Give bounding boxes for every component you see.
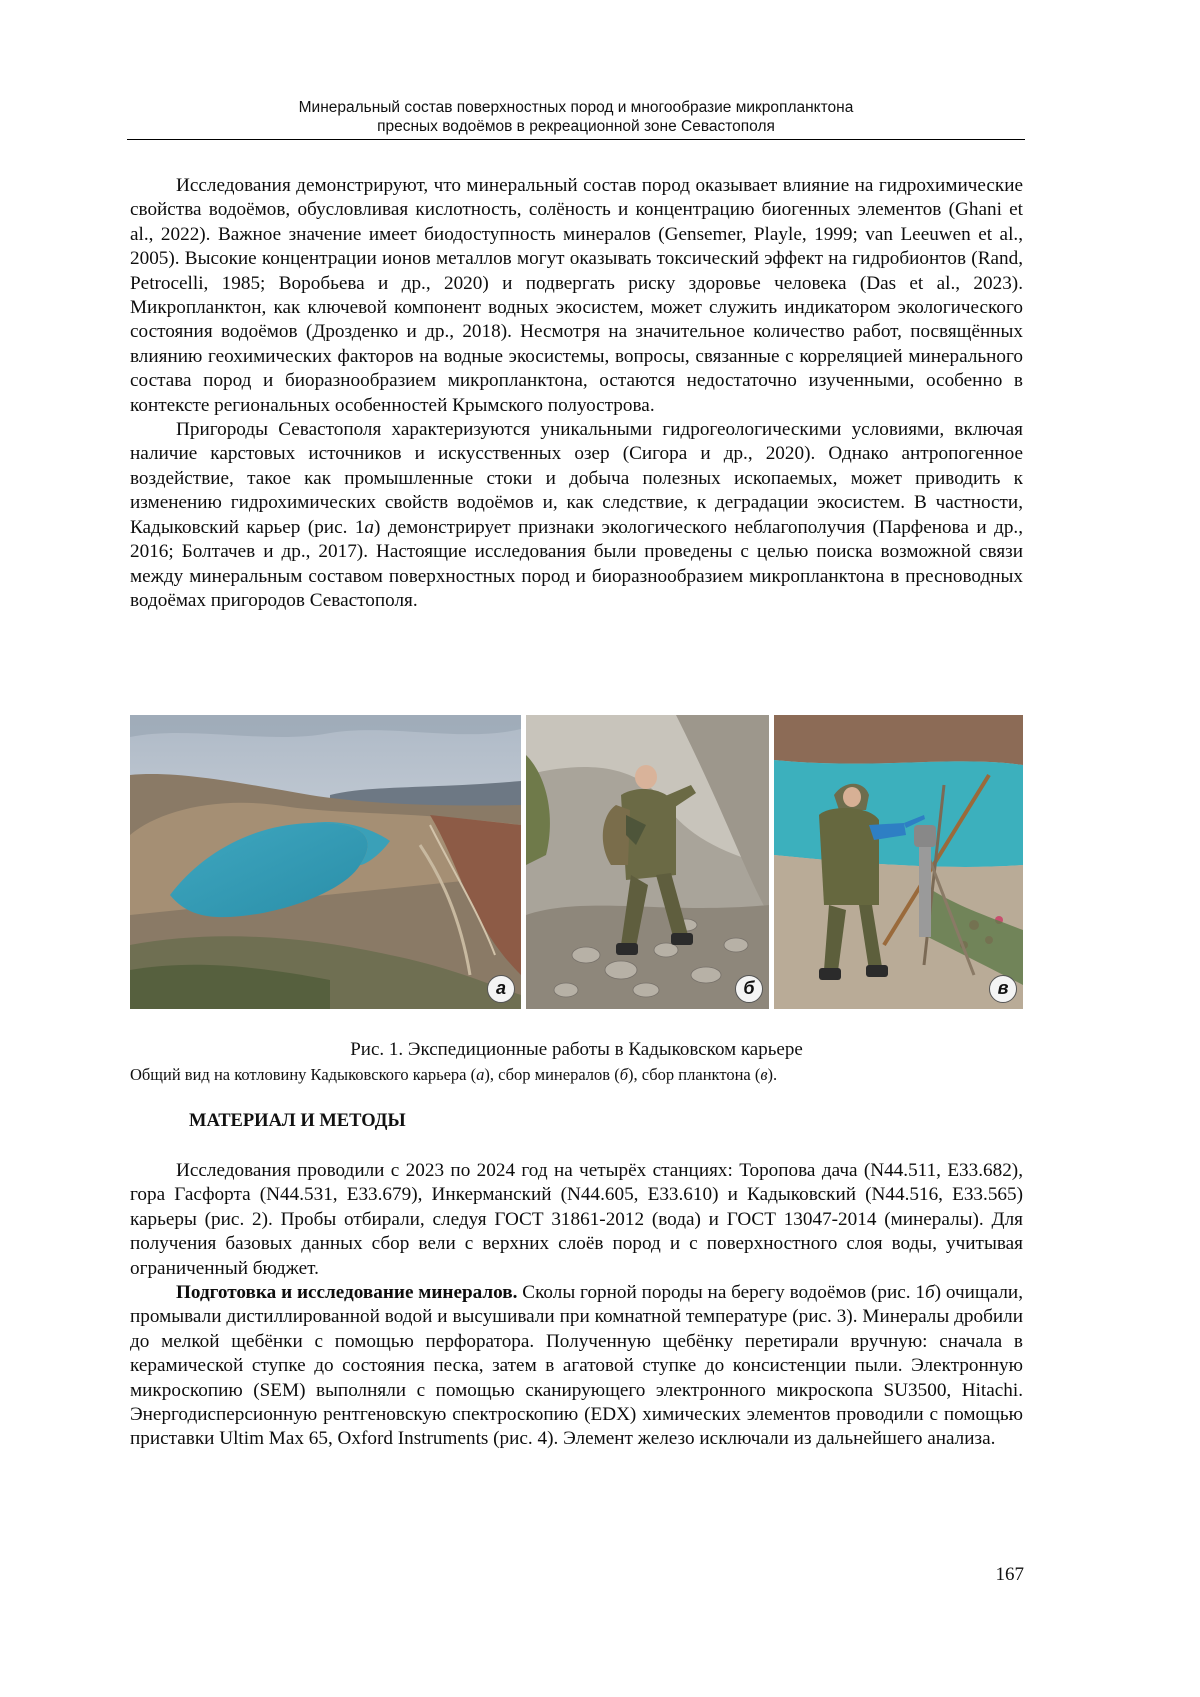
methods-paragraph-2 <box>130 1281 1023 1452</box>
caption-text-1: Общий вид на котловину Кадыковского карьера ( <box>130 1065 477 1084</box>
methods-paragraph-2-text-a: Сколы горной породы на берегу водоёмов (рис. 1 <box>517 1282 926 1304</box>
intro-paragraph-2 <box>130 418 1023 613</box>
panel-label-c: в <box>989 975 1017 1003</box>
section-heading-methods: МАТЕРИАЛ И МЕТОДЫ <box>189 1111 406 1131</box>
methods-subheading-minerals: Подготовка и исследование минералов. <box>176 1282 518 1304</box>
caption-text-2: ), сбор минералов ( <box>484 1065 620 1084</box>
running-header-line-1: Минеральный состав поверхностных пород и многообразие микропланктона <box>298 99 854 116</box>
running-header-line-2: пресных водоёмов в рекреационной зоне Севастополя <box>377 118 775 135</box>
methods-paragraph-2-text-b: ) очищали, промывали дистиллированной водой и высушивали при комнатной температуре (рис. 3). Минералы дробили до мелкой щебёнки с помощью перфоратора. Полученную щебёнку перетирали вручную: сначала в керамической ступке до состояния песка, затем в агатовой ступке до консистенции пыли. Электронную микроскопию (SEM) выполняли с помощью сканирующего электронного микроскопа SU3500, Hitachi. Энергодисперсионную рентгеновскую спектроскопию (EDX) химических элементов проводили с помощью приставки Ultim Max 65, Oxford Instruments (рис. 4). Элемент железо исключали из дальнейшего анализа. <box>130 1282 1023 1450</box>
plankton-net-sampler-illustration <box>774 715 1023 1009</box>
header-rule <box>127 139 1025 140</box>
quarry-landscape-illustration <box>130 715 521 1009</box>
intro-paragraph-2-text-a: Пригороды Севастополя характеризуются уникальными гидрогеологическими условиями, включая наличие карстовых источников и искусственных озер (Сигора и др., 2020). Однако антропогенное воздействие, такое как промышленные стоки и добыча полезных ископаемых, может приводить к изменению гидрохимических свойств водоёмов и, как следствие, к деградации экосистем. В частности, Кадыковский карьер (рис. 1 <box>130 419 1023 538</box>
caption-letter-c: в <box>760 1065 768 1084</box>
photo-quarry-overview <box>130 715 521 1009</box>
photo-mineral-collection <box>526 715 769 1009</box>
figure-1 <box>130 715 1023 1009</box>
caption-letter-b: б <box>619 1065 629 1084</box>
caption-text-3: ), сбор планктона ( <box>628 1065 761 1084</box>
methods-paragraph-1: Исследования проводили с 2023 по 2024 год на четырёх станциях: Торопова дача (N44.511, E33.682), гора Гасфорта (N44.531, E33.679), Инкерманский (N44.605, E33.610) и Кадыковский (N44.516, E33.565) карьеры (рис. 2). Пробы отбирали, следуя ГОСТ 31861-2012 (вода) и ГОСТ 13047-2014 (минералы). Для получения базовых данных сбор вели с верхних слоёв пород и с поверхностного слоя воды, учитывая ограниченный бюджет. <box>130 1160 1023 1279</box>
rock-face-collector-illustration <box>526 715 769 1009</box>
figure-caption-title: Рис. 1. Экспедиционные работы в Кадыковском карьере <box>350 1039 803 1060</box>
intro-paragraph-2-text-b: ) демонстрирует признаки экологического неблагополучия (Парфенова и др., 2016; Болтачев и др., 2017). Настоящие исследования были проведены с целью поиска возможной связи между минеральным составом поверхностных пород и биоразнообразием микропланктона в пресноводных водоёмах пригородов Севастополя. <box>130 516 1024 611</box>
caption-text-4: ). <box>767 1065 778 1084</box>
figure-caption-description <box>130 1064 1023 1085</box>
panel-label-b: б <box>735 975 763 1003</box>
figure-ref-letter-b: б <box>925 1282 935 1304</box>
methods-section <box>130 1159 1023 1452</box>
running-header <box>127 98 1025 136</box>
panel-label-a: а <box>487 975 515 1003</box>
page-number: 167 <box>995 1564 1024 1585</box>
caption-letter-a: а <box>476 1065 485 1084</box>
photo-plankton-sampling <box>774 715 1023 1009</box>
intro-section <box>130 174 1023 613</box>
figure-ref-letter-a: а <box>364 516 375 538</box>
intro-paragraph-1: Исследования демонстрируют, что минеральный состав пород оказывает влияние на гидрохимические свойства водоёмов, обусловливая кислотность, солёность и концентрацию биогенных элементов (Ghani et al., 2022). Важное значение имеет биодоступность минералов (Gensemer, Playle, 1999; van Leeuwen et al., 2005). Высокие концентрации ионов металлов могут оказывать токсический эффект на гидробионтов (Rand, Petrocelli, 1985; Воробьева и др., 2020) и подвергать риску здоровье человека (Das et al., 2023). Микропланктон, как ключевой компонент водных экосистем, может служить индикатором экологического состояния водоёмов (Дрозденко и др., 2018). Несмотря на значительное количество работ, посвящённых влиянию геохимических факторов на водные экосистемы, вопросы, связанные с корреляцией минерального состава пород и биоразнообразием микропланктона, остаются недостаточно изученными, особенно в контексте региональных особенностей Крымского полуострова. <box>130 175 1023 416</box>
